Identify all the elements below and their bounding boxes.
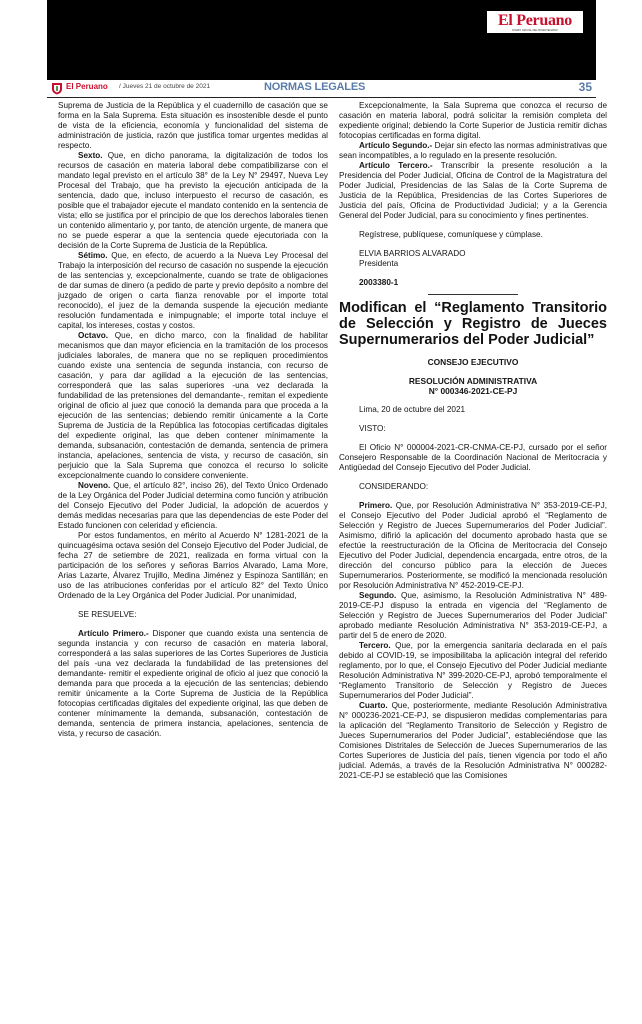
- page-number: 35: [578, 80, 592, 94]
- paragraph-sexto: Sexto. Que, en dicho panorama, la digitalización de todos los recursos de casación en materia laboral debe compatibilizarse con el mandato legal previsto en el artículo 38° de la Ley N° 29497, Nueva Ley Procesal del Trabajo, que ha previsto la ejecución anticipada de la sentencia, dado que, incluso interpuesto el recurso de casación, es posible que el trabajador ejecute el mandato contenido en la sentencia de vista; ello se justifica por el principio de que los derechos laborales tienen un contenido alimentario y, por tanto, de atención urgente, de manera que no se puede esperar a que la sentencia quede ejecutoriada con la decisión de la Corte Suprema de Justicia de la República.: [58, 151, 328, 250]
- considerando-primero: Primero. Que, por Resolución Administrativa N° 353-2019-CE-PJ, el Consejo Ejecutivo del Poder Judicial aprobó el “Reglamento de Selección y Registro de Jueces Supernumerarios del Poder Judicial”. Asimismo, difirió la aplicación del documento aprobado hasta que se efectúe la reestructuración de la Oficina de Meritocracia del Consejo Ejecutivo del Poder Judicial, dependencia encargada, entre otros, de la dirección del concurso público para la elección de Jueces Supernumerarios. Posteriormente, se modificó la mencionada resolución por Resolución Administrativa N° 452-2019-CE-PJ.: [339, 501, 607, 590]
- left-column: [58, 101, 328, 739]
- logo-subtext: DIARIO OFICIAL DEL BICENTENARIO: [512, 28, 558, 32]
- considerando-tercero: Tercero. Que, por la emergencia sanitaria declarada en el país debido al COVID-19, se imposibilitaba la aplicación integral del referido reglamento, por lo que, el Consejo Ejecutivo del Poder Judicial mediante Resolución Administrativa N° 399-2020-CE-PJ, aprobó temporalmente el “Reglamento Transitorio de Selección y Registro de Jueces Supernumerarios del Poder Judicial”.: [339, 641, 607, 700]
- logo-text: El Peruano: [498, 11, 572, 29]
- articulo-tercero: Artículo Tercero.- Transcribir la presente resolución a la Presidencia del Poder Judicial, Oficina de Control de la Magistratura del Poder Judicial, Presidencias de las Salas de la Corte Suprema de Justicia de la República, Presidencias de las Cortes Superiores de Justicia del país, Oficina de Productividad Judicial; y a la Gerencia General del Poder Judicial, para su conocimiento y fines pertinentes.: [339, 161, 607, 220]
- considerando-label: CONSIDERANDO:: [359, 482, 429, 491]
- paragraph-octavo: Octavo. Que, en dicho marco, con la finalidad de habilitar mecanismos que dan mayor eficiencia en la tramitación de los procesos judiciales laborales, de manera que no se repliquen procedimientos cuando existe una sentencia de segunda instancia, con recurso de casación, y para dar agilidad a la ejecución de las sentencias, corresponderá que las salas superiores -una vez declarada la fundabilidad de las pretensiones del demandante-, remitan el expediente original de oficio al juez que conoció la demanda para que proceda a la ejecución de las sentencias; debiendo remitir únicamente a la Corte Suprema de Justicia de la República las fotocopias certificadas digitales del expediente original, las que deben contener mínimamente la demanda, subsanación, contestación de demanda, sentencia de primera instancia, apelaciones, sentencia de vista, y recurso de casación, sin perjuicio que la Sala Suprema que conozca el recurso lo solicite excepcionalmente cuando lo considere conveniente.: [58, 331, 328, 480]
- section-title: NORMAS LEGALES: [264, 81, 366, 93]
- visto-text: El Oficio N° 000004-2021-CR-CNMA-CE-PJ, cursado por el señor Consejero Responsable de la Coordinación Nacional de Meritocracia y Antigüedad del Consejo Ejecutivo del Poder Judicial.: [339, 443, 607, 472]
- paragraph-setimo: Sétimo. Que, en efecto, de acuerdo a la Nueva Ley Procesal del Trabajo la interposición del recurso de casación no suspende la ejecución de las sentencias y, excepcionalmente, cuando se trate de obligaciones de dar sumas de dinero (a pedido de parte y previo depósito a nombre del juzgado de origen o carta fianza renovable por el importe total reconocido), el juez de la demanda suspende la ejecución mediante resolución fundamentada e inimpugnable; el importe total incluye el capital, los intereses, costas y costos.: [58, 251, 328, 330]
- el-peruano-logo: [487, 11, 583, 33]
- header-divider: [47, 97, 596, 98]
- signer-name: ELVIA BARRIOS ALVARADO: [359, 249, 466, 258]
- considerando-cuarto: Cuarto. Que, posteriormente, mediante Resolución Administrativa N° 000236-2021-CE-PJ, se dispusieron medidas complementarias para la aplicación del “Reglamento Transitorio de Selección y Registro de Jueces Supernumerarios del Poder Judicial”, estableciéndose que las Comisiones Distritales de Selección de Jueces Supernumerarios de las Cortes Superiores de Justicia del país, tienen vigencia por todo el año judicial. Además, a través de la Resolución Administrativa N° 000282-2021-CE-PJ se estableció que las Comisiones: [339, 701, 607, 780]
- signer-title: Presidenta: [359, 259, 399, 268]
- place-date: Lima, 20 de octubre del 2021: [359, 405, 466, 414]
- paragraph-noveno: Noveno. Que, el artículo 82°, inciso 26), del Texto Único Ordenado de la Ley Orgánica del Poder Judicial determina como función y atribución del Consejo Ejecutivo del Poder Judicial, la adopción de acuerdos y demás medidas necesarias para que las dependencias de este Poder del Estado funcionen con celeridad y eficiencia.: [58, 481, 328, 530]
- page-header: [47, 80, 596, 97]
- articulo-primero: Artículo Primero.- Disponer que cuando exista una sentencia de segunda instancia y con recurso de casación en materia laboral, corresponderá a las salas superiores de las Cortes Superiores de Justicia del país -una vez declarada la fundabilidad de las pretensiones del demandante- remitir el expediente original de oficio al juez que conoció la demanda para que proceda a la ejecución de las sentencias; debiendo remitir únicamente a la Corte Suprema de Justicia de la República fotocopias certificadas digitales del expediente original, las que deben de contener mínimamente la demanda, subsanación, contestación de demanda, sentencia de primera instancia, apelaciones, sentencia de vista, y recurso de casación.: [58, 629, 328, 738]
- header-date: / Jueves 21 de octubre de 2021: [119, 83, 211, 90]
- paragraph-excepcionalmente: Excepcionalmente, la Sala Suprema que conozca el recurso de casación en materia laboral, podrá solicitar la remisión completa del expediente original; debiendo la Corte Superior de Justicia remitir dichas fotocopias certificadas en forma digital.: [339, 101, 607, 140]
- coat-of-arms-icon: [51, 82, 63, 95]
- considerando-segundo: Segundo. Que, asimismo, la Resolución Administrativa N° 489-2019-CE-PJ dispuso la entrada en vigencia del “Reglamento de Selección y Registro de Jueces Supernumerarios del Poder Judicial” aprobado mediante Resolución Administrativa N° 353-2019-CE-PJ, a partir del 5 de enero de 2020.: [339, 591, 607, 640]
- articulo-segundo: Artículo Segundo.- Dejar sin efecto las normas administrativas que sean incompatibles, a lo regulado en la presente resolución.: [339, 141, 607, 160]
- masthead: [47, 0, 596, 80]
- paragraph-fundamentos: Por estos fundamentos, en mérito al Acuerdo N° 1281-2021 de la quincuagésima octava sesión del Consejo Ejecutivo del Poder Judicial, de fecha 27 de setiembre de 2021, realizada en forma virtual con la participación de los señores y señoras Barrios Alvarado, Lama More, Arias Lazarte, Álvarez Trujillo, Medina Jiménez y Espinoza Santillán; en uso de las atribuciones conferidas por el artículo 82° del Texto Único Ordenado de la Ley Orgánica del Poder Judicial. Por unanimidad,: [58, 531, 328, 600]
- article-title: Modifican el “Reglamento Transitorio de Selección y Registro de Jueces Supernumerarios del Poder Judicial”: [339, 300, 607, 348]
- closing-formula: Regístrese, publíquese, comuníquese y cúmplase.: [359, 230, 543, 239]
- resolution-label: RESOLUCIÓN ADMINISTRATIVA: [408, 376, 538, 386]
- visto-label: VISTO:: [359, 424, 386, 433]
- se-resuelve-label: SE RESUELVE:: [78, 610, 137, 619]
- paragraph: Suprema de Justicia de la República y el cuadernillo de casación que se forma en la Sala Suprema. Esta situación es insostenible desde el punto de vista de la eficiencia, economía y funcionalidad del sistema de administración de justicia, razón que justifica tomar urgentes medidas al respecto.: [58, 101, 328, 150]
- organ-name: CONSEJO EJECUTIVO: [427, 357, 519, 367]
- document-code: 2003380-1: [359, 278, 399, 287]
- right-column: [339, 101, 607, 781]
- header-brand: El Peruano: [66, 82, 108, 91]
- resolution-number: N° 000346-2021-CE-PJ: [428, 386, 518, 396]
- separator: [428, 294, 518, 295]
